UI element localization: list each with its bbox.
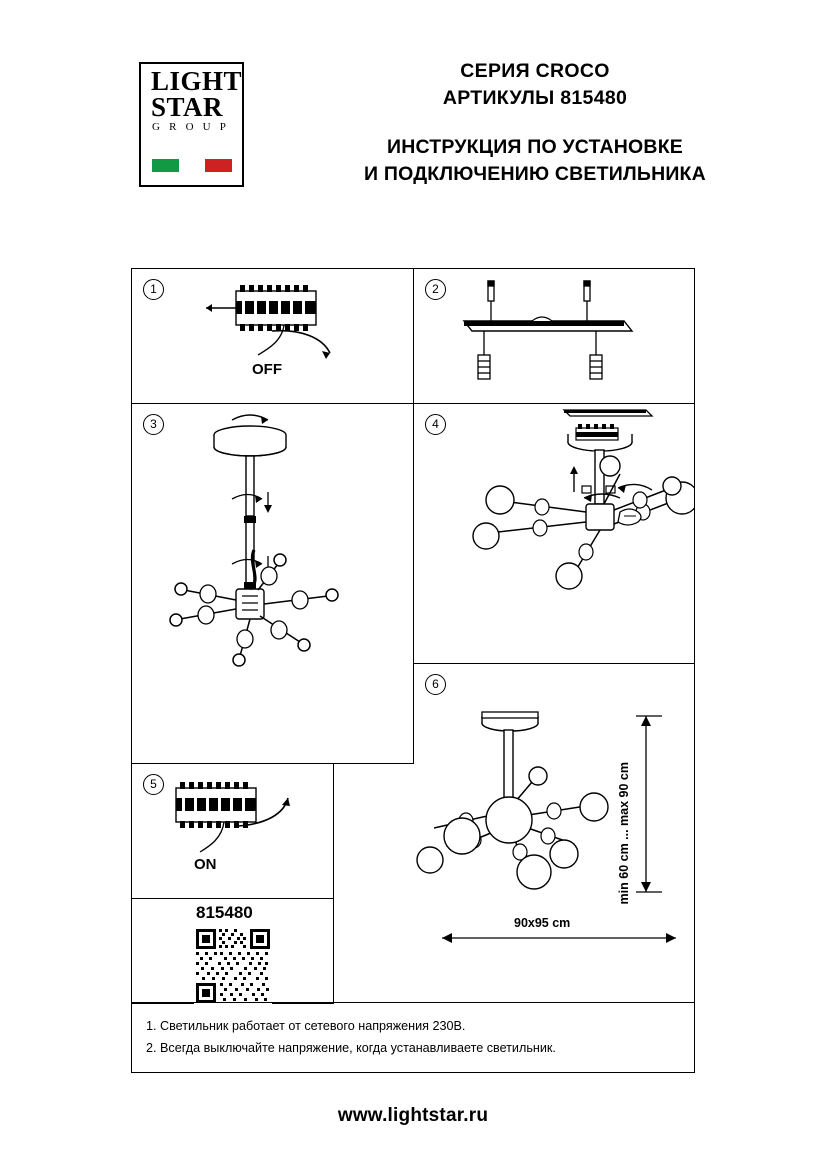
step-2-diagram [414,269,694,404]
series-label: СЕРИЯ CROCO [460,60,610,82]
step-5-number: 5 [143,774,164,795]
step-4-number: 4 [425,414,446,435]
logo-text-group: G R O U P [152,121,230,133]
document-header [0,0,826,235]
website-footer[interactable]: www.lightstar.ru [337,1105,489,1126]
step-3-diagram [132,404,414,764]
qr-article-number: 815480 [196,903,253,922]
step-3-number: 3 [143,414,164,435]
width-dimension-label: 90x95 cm [514,916,571,930]
title-block [300,58,770,188]
step-6-diagram [414,664,694,1004]
notes-section [132,1002,694,1072]
step-6-number: 6 [425,674,446,695]
step-4-cell [414,404,694,664]
step-1-number: 1 [143,279,164,300]
step-1-label: OFF [252,361,282,378]
step-2-cell [414,269,694,404]
article-label: АРТИКУЛЫ 815480 [442,87,628,109]
note-2: 2. Всегда выключайте напряжение, когда устанавливаете светильник. [146,1041,556,1055]
logo-text-star: STAR [151,92,224,122]
italian-flag-icon [152,159,232,172]
logo-inner [144,66,243,182]
step-3-cell [132,404,414,764]
brand-logo [139,62,244,187]
instruction-line-2: И ПОДКЛЮЧЕНИЮ СВЕТИЛЬНИКА [364,163,706,185]
step-2-number: 2 [425,279,446,300]
note-1: 1. Светильник работает от сетевого напряжения 230В. [146,1019,466,1033]
height-dimension-label: min 60 cm ... max 90 cm [617,762,631,905]
step-4-diagram [414,404,694,664]
step-6-cell [414,664,694,1004]
instruction-line-1: ИНСТРУКЦИЯ ПО УСТАНОВКЕ [386,136,683,158]
step-5-cell [132,764,334,899]
instruction-panel [131,268,695,1073]
logo-text-light: LIGHT [151,66,243,96]
step-1-cell [132,269,414,404]
step-5-diagram [132,764,334,899]
qr-code-icon [194,927,272,1005]
step-1-diagram [132,269,414,404]
step-5-label: ON [194,856,217,873]
